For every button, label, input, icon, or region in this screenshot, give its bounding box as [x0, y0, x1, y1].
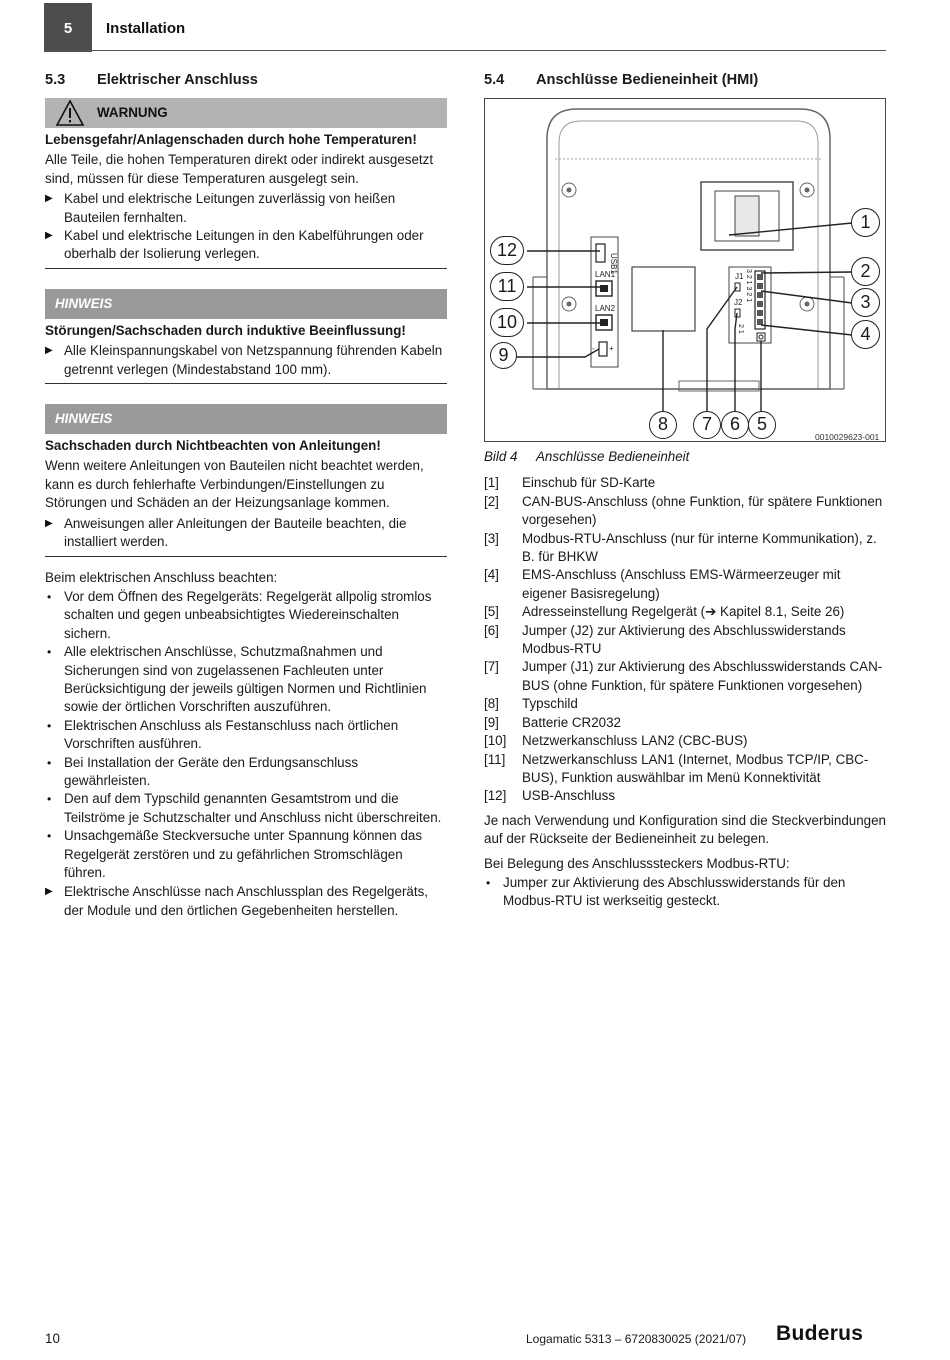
divider — [45, 268, 447, 269]
brand-logo: Buderus — [776, 1322, 864, 1345]
document-reference: Logamatic 5313 – 6720830025 (2021/07) — [526, 1332, 747, 1346]
jumper-j2 — [735, 309, 740, 317]
bullet-list — [45, 588, 447, 883]
callout-5: 5 — [748, 411, 776, 439]
legend-key: [1] — [484, 475, 499, 491]
callout-2: 2 — [851, 257, 880, 286]
svg-text:J1: J1 — [735, 272, 744, 281]
svg-text:LAN2: LAN2 — [595, 304, 616, 313]
list-item: • Unsachgemäße Steckversuche unter Spannung können das Regelgerät zerstören und zu gefährlichen Stromschlägen führen. — [45, 827, 447, 882]
bullet-list — [484, 874, 886, 911]
paragraph: Je nach Verwendung und Konfiguration sind die Steckverbindungen auf der Rückseite der Bedieneinheit zu belegen. — [484, 812, 887, 847]
warning-text: Alle Teile, die hohen Temperaturen direkt oder indirekt ausgesetzt sind, müssen für diese Temperaturen ausgelegt sein. — [45, 152, 434, 186]
legend-key: [12] — [484, 788, 507, 804]
callout-3: 3 — [851, 288, 880, 317]
legend-item — [484, 622, 886, 659]
list-item: • Alle elektrischen Anschlüsse, Schutzmaßnahmen und Sicherungen sind von zugelassenen Fachleuten unter Berücksichtigung der jeweils gültigen Normen und Richtlinien sowie der örtlichen Vorschriften auszuführen. — [45, 643, 447, 717]
header-divider — [44, 50, 886, 51]
legend-text: Einschub für SD-Karte — [522, 475, 656, 491]
intro-text: Beim elektrischen Anschluss beachten: — [45, 569, 278, 585]
notice-bar — [45, 404, 447, 434]
notice-title: Sachschaden durch Nichtbeachten von Anleitungen! — [45, 438, 381, 454]
notice-bar — [45, 289, 447, 319]
callout-12: 12 — [490, 236, 524, 265]
list-item: ▶ Alle Kleinspannungskabel von Netzspannung führenden Kabeln getrennt verlegen (Mindestabstand 100 mm). — [45, 342, 447, 379]
svg-text:USB1: USB1 — [609, 253, 618, 274]
legend-key: [3] — [484, 530, 499, 546]
paragraph: Bei Belegung des Anschlusssteckers Modbus-RTU: — [484, 855, 790, 871]
section-number: 5.3 — [45, 72, 66, 88]
section-heading-5-4 — [484, 68, 886, 92]
final-step — [45, 883, 447, 920]
section-title: Anschlüsse Bedieneinheit (HMI) — [536, 72, 759, 88]
legend-text: CAN-BUS-Anschluss (ohne Funktion, für spätere Funktionen vorgesehen) — [522, 493, 883, 528]
figure-code: 0010029623-001 — [815, 432, 880, 442]
warning-triangle-icon — [55, 99, 85, 127]
legend-key: [11] — [484, 751, 506, 767]
callout-9: 9 — [490, 342, 517, 369]
legend-item — [484, 493, 886, 530]
callout-10: 10 — [490, 308, 524, 337]
list-item: • Jumper zur Aktivierung des Abschlusswiderstands für den Modbus-RTU ist werkseitig gesteckt. — [484, 874, 886, 911]
callout-1: 1 — [851, 208, 880, 237]
legend-text: Netzwerkanschluss LAN2 (CBC-BUS) — [522, 733, 748, 749]
warning-label: WARNUNG — [97, 105, 168, 120]
svg-text:+: + — [609, 344, 614, 353]
legend-key: [2] — [484, 493, 499, 509]
legend-item — [484, 658, 886, 695]
list-item: ▶ Anweisungen aller Anleitungen der Bauteile beachten, die installiert werden. — [45, 515, 447, 552]
figure-legend — [484, 474, 886, 805]
left-column — [45, 68, 447, 920]
notice-steps — [45, 515, 447, 552]
list-item: ▶ Kabel und elektrische Leitungen zuverlässig von heißen Bauteilen fernhalten. — [45, 190, 447, 227]
notice-label: HINWEIS — [55, 295, 113, 311]
legend-item — [484, 787, 886, 805]
notice-label: HINWEIS — [55, 411, 113, 427]
list-item: ▶ Elektrische Anschlüsse nach Anschlussplan des Regelgeräts, der Module und den örtlichen Gegebenheiten herstellen. — [45, 883, 447, 920]
section-number: 5.4 — [484, 72, 505, 88]
chapter-number-box: 5 — [44, 3, 92, 52]
legend-text: USB-Anschluss — [522, 788, 616, 804]
warning-bar — [45, 98, 447, 128]
list-item: ▶ Kabel und elektrische Leitungen in den Kabelführungen oder oberhalb der Isolierung verlegen. — [45, 227, 447, 264]
address-switch — [757, 333, 765, 341]
warning-title: Lebensgefahr/Anlagenschaden durch hohe Temperaturen! — [45, 132, 417, 147]
figure-caption-text: Anschlüsse Bedieneinheit — [536, 449, 690, 464]
legend-text: EMS-Anschluss (Anschluss EMS-Wärmeerzeuger mit eigener Basisregelung) — [522, 567, 841, 601]
svg-text:LAN1: LAN1 — [595, 270, 616, 279]
legend-item — [484, 566, 886, 603]
legend-item — [484, 695, 886, 713]
list-item: • Elektrischen Anschluss als Festanschluss nach örtlichen Vorschriften ausführen. — [45, 717, 447, 754]
list-item: • Bei Installation der Geräte den Erdungsanschluss gewährleisten. — [45, 754, 447, 791]
figure-caption — [484, 448, 886, 466]
page-number: 10 — [45, 1331, 60, 1346]
hmi-back-illustration — [485, 99, 887, 443]
legend-key: [8] — [484, 696, 499, 712]
legend-key: [6] — [484, 622, 499, 638]
callout-11: 11 — [490, 272, 524, 301]
notice-title: Störungen/Sachschaden durch induktive Beeinflussung! — [45, 322, 406, 338]
usb-port — [596, 244, 605, 262]
legend-item — [484, 474, 886, 492]
svg-text:J2: J2 — [734, 298, 743, 307]
legend-item — [484, 714, 886, 732]
svg-text:2 1: 2 1 — [737, 324, 744, 334]
notice-steps — [45, 342, 447, 379]
list-item: • Den auf dem Typschild genannten Gesamtstrom und die Teilströme je Schutzschalter und Anschluss nicht überschreiten. — [45, 790, 447, 827]
list-item: • Vor dem Öffnen des Regelgeräts: Regelgerät allpolig stromlos schalten und gegen unbeabsichtigtes Wiedereinschalten sichern. — [45, 588, 447, 643]
legend-key: [5] — [484, 604, 499, 620]
legend-key: [4] — [484, 567, 499, 583]
legend-text: Jumper (J1) zur Aktivierung des Abschlusswiderstands CAN-BUS (ohne Funktion, für spätere Funktionen vorgesehen) — [522, 659, 883, 693]
section-heading-5-3 — [45, 68, 447, 92]
callout-4: 4 — [851, 320, 880, 349]
callout-7: 7 — [693, 411, 721, 439]
legend-text: Adresseinstellung Regelgerät (➔ Kapitel 8.1, Seite 26) — [522, 604, 845, 620]
divider — [45, 556, 447, 557]
figure-caption-label: Bild 4 — [484, 449, 518, 464]
callout-6: 6 — [721, 411, 749, 439]
svg-text:-: - — [592, 344, 595, 353]
legend-key: [9] — [484, 714, 499, 730]
divider — [45, 383, 447, 384]
legend-item — [484, 732, 886, 750]
notice-text: Wenn weitere Anleitungen von Bauteilen nicht beachtet werden, kann es durch fehlerhafte Verbindungen/Einstellungen zu Störungen und Schäden an der Heizungsanlage kommen. — [45, 458, 424, 511]
legend-text: Jumper (J2) zur Aktivierung des Abschlusswiderstands Modbus-RTU — [522, 622, 846, 657]
hmi-connections-figure — [484, 98, 886, 442]
right-column — [484, 68, 886, 911]
callout-8: 8 — [649, 411, 677, 439]
battery-holder — [599, 342, 607, 356]
legend-text: Batterie CR2032 — [522, 714, 621, 730]
section-title: Elektrischer Anschluss — [97, 72, 258, 88]
legend-text: Modbus-RTU-Anschluss (nur für interne Kommunikation), z. B. für BHKW — [522, 530, 877, 565]
legend-item — [484, 603, 886, 621]
legend-text: Netzwerkanschluss LAN1 (Internet, Modbus TCP/IP, CBC-BUS), Funktion auswählbar im Menü Konnektivität — [522, 751, 869, 785]
svg-text:3 2 1 3 2 1: 3 2 1 3 2 1 — [745, 269, 752, 303]
legend-item — [484, 530, 886, 567]
warning-steps — [45, 190, 447, 264]
legend-item — [484, 751, 886, 788]
legend-key: [7] — [484, 659, 499, 675]
legend-text: Typschild — [522, 696, 578, 712]
legend-key: [10] — [484, 733, 507, 749]
chapter-title: Installation — [106, 20, 186, 37]
housing-outline — [547, 109, 830, 389]
